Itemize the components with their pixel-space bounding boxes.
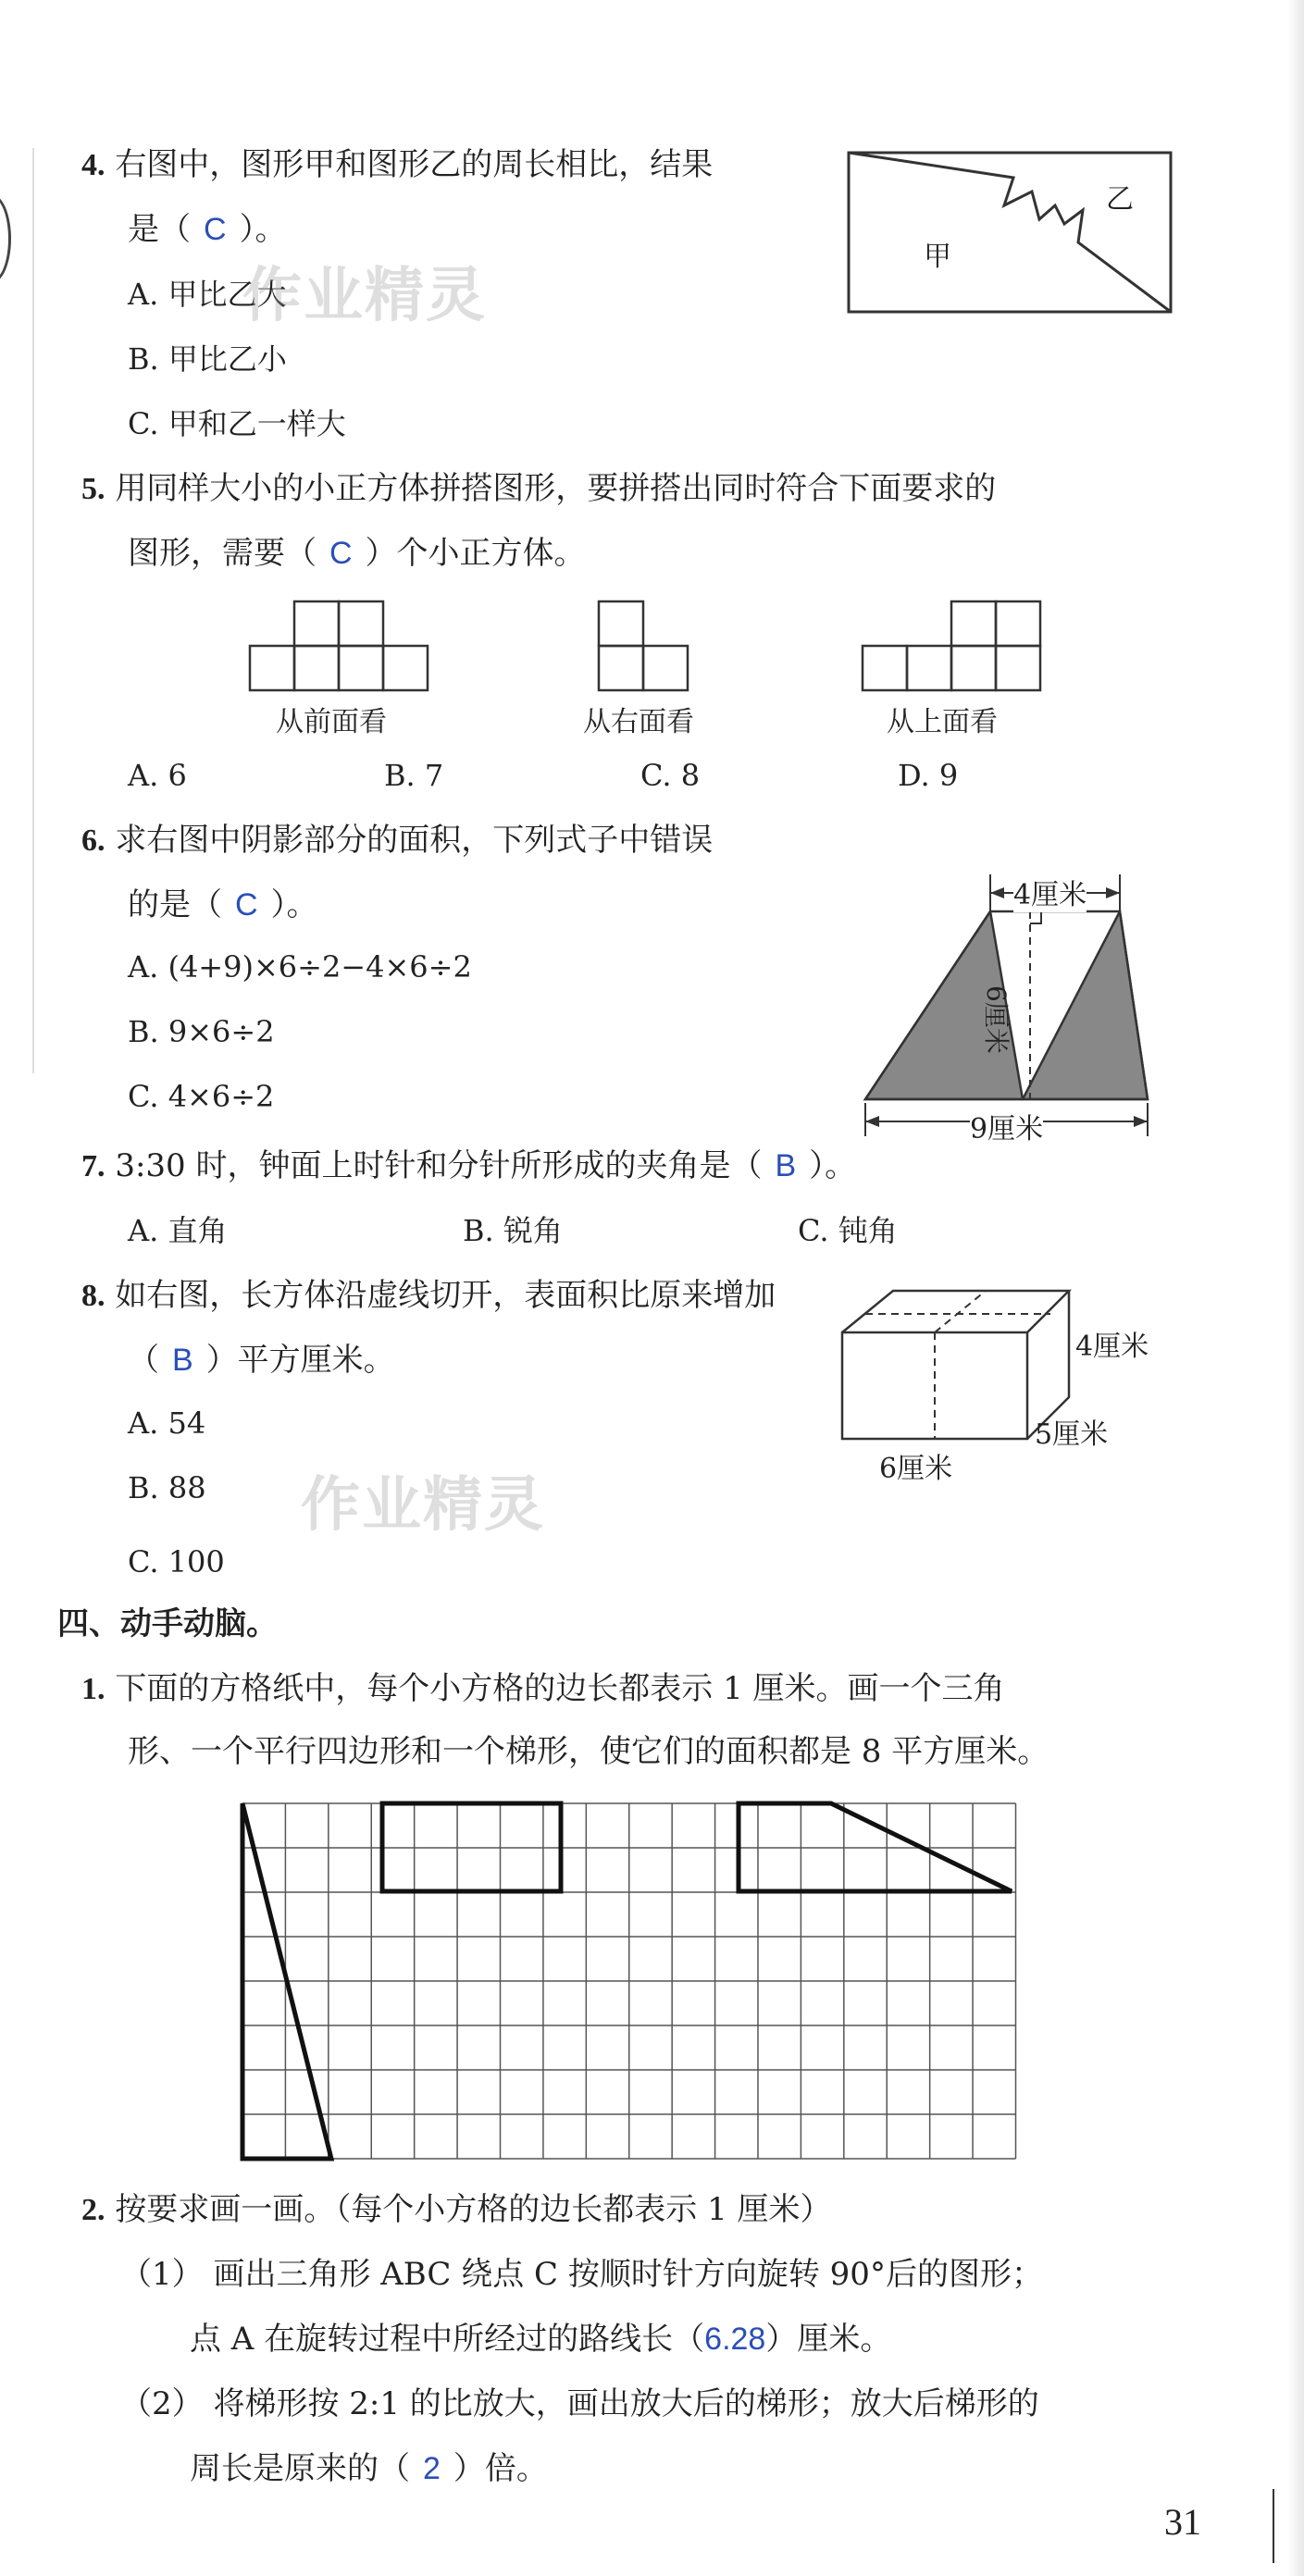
q7-option-c: C. 钝角 [798,1213,898,1248]
q5-option-c: C. 8 [640,758,701,793]
q5-answer: C [329,536,353,571]
q5-right-view [597,597,699,699]
q5-top-view [861,597,1046,699]
q5-option-b: B. 7 [384,758,444,793]
q6-label-top: 4厘米 [1013,872,1087,912]
q5-view-top: 从上面看 [887,706,998,738]
s4-q2-p2-line2: 周长是原来的（ 2 ）倍。 [190,2450,548,2487]
q7-number: 7. [81,1149,106,1183]
q7-line: 7. 3:30 时，钟面上时针和分针所形成的夹角是（ B ）。 [81,1147,857,1184]
right-edge-shadow [1287,0,1304,2576]
q4-option-c: C. 甲和乙一样大 [128,406,346,441]
s4-q1-line2: 形、一个平行四边形和一个梯形，使它们的面积都是 8 平方厘米。 [128,1733,1049,1770]
left-margin-line [32,148,34,1073]
page-number-rule [1273,2489,1274,2563]
left-margin-arc [0,194,11,283]
q5-number: 5. [81,472,106,506]
q8-option-c: C. 100 [128,1544,225,1579]
q8-option-a: A. 54 [128,1406,206,1441]
s4-q1-number: 1. [81,1672,106,1706]
s4-q2-number: 2. [81,2193,106,2227]
s4-q2-p1-line1: （1） 画出三角形 ABC 绕点 C 按顺时针方向旋转 90°后的图形； [120,2256,1043,2293]
q6-option-b: B. 9×6÷2 [128,1014,275,1049]
q4-figure [847,150,1175,316]
q8-line1 [81,1277,776,1315]
q7-text: 3:30 时，钟面上时针和分针所形成的夹角是（ [115,1147,763,1184]
section-4-title: 四、动手动脑。 [57,1605,278,1642]
q4-line2: 是（ C ）。 [128,211,287,248]
q6-answer: C [235,887,258,923]
q4-text: 右图中，图形甲和图形乙的周长相比，结果 [115,146,714,183]
s4-q2-p1-answer: 6.28 [704,2322,766,2357]
q6-number: 6. [81,824,106,858]
q4-option-b: B. 甲比乙小 [128,341,287,377]
q7-option-a: A. 直角 [128,1213,228,1248]
q4-label-jia: 甲 [924,241,951,273]
q7-option-b: B. 锐角 [463,1213,563,1248]
s4-q2-p1-line2: 点 A 在旋转过程中所经过的路线长（6.28）厘米。 [190,2321,892,2358]
q5-view-front: 从前面看 [276,706,387,738]
s4-q1-line1: 1. 下面的方格纸中，每个小方格的边长都表示 1 厘米。画一个三角 [81,1670,1005,1707]
q5-text: 用同样大小的小正方体拼搭图形，要拼搭出同时符合下面要求的 [115,470,997,507]
q5-option-a: A. 6 [128,758,187,793]
q8-label-depth: 5厘米 [1035,1418,1109,1451]
s4-q2-p2-answer: 2 [423,2451,441,2486]
q6-option-a: A. (4+9)×6÷2−4×6÷2 [128,949,472,985]
s4-q2-line1: 2. 按要求画一画。（每个小方格的边长都表示 1 厘米） [81,2191,832,2228]
q6-label-bottom: 9厘米 [970,1106,1043,1146]
q4-option-a: A. 甲比乙大 [128,277,287,312]
q5-line2: 图形，需要（ C ）个小正方体。 [128,535,586,572]
q5-view-right: 从右面看 [583,706,694,738]
q4-number: 4. [81,148,106,182]
q6-label-height: 6厘米 [981,985,1012,1054]
q8-label-width: 6厘米 [879,1453,953,1485]
s4-q1-grid-figure [239,1800,1062,2165]
q6-text: 求右图中阴影部分的面积，下列式子中错误 [115,822,714,859]
q7-answer: B [775,1148,797,1183]
q6-line2: 的是（ C ）。 [128,886,318,923]
q6-line1 [81,822,713,860]
watermark: 作业精灵 [242,262,487,330]
q6-option-c: C. 4×6÷2 [128,1079,275,1114]
q8-label-height: 4厘米 [1075,1331,1149,1363]
page-number: 31 [1164,2501,1201,2543]
q5-option-d: D. 9 [898,758,959,793]
q8-answer: B [172,1343,193,1378]
q5-front-view [248,597,433,699]
q4-label-yi: 乙 [1106,183,1134,216]
q4-answer: C [204,212,227,247]
s4-q2-p2-line1: （2） 将梯形按 2:1 的比放大，画出放大后的梯形；放大后梯形的 [120,2385,1039,2422]
q8-line2: （ B ）平方厘米。 [128,1342,395,1379]
q8-number: 8. [81,1279,106,1313]
q5-line1 [81,470,996,508]
watermark: 作业精灵 [301,1471,545,1540]
q8-option-b: B. 88 [128,1470,206,1505]
q4-line1 [81,146,713,184]
q8-text: 如右图，长方体沿虚线切开，表面积比原来增加 [115,1277,776,1314]
